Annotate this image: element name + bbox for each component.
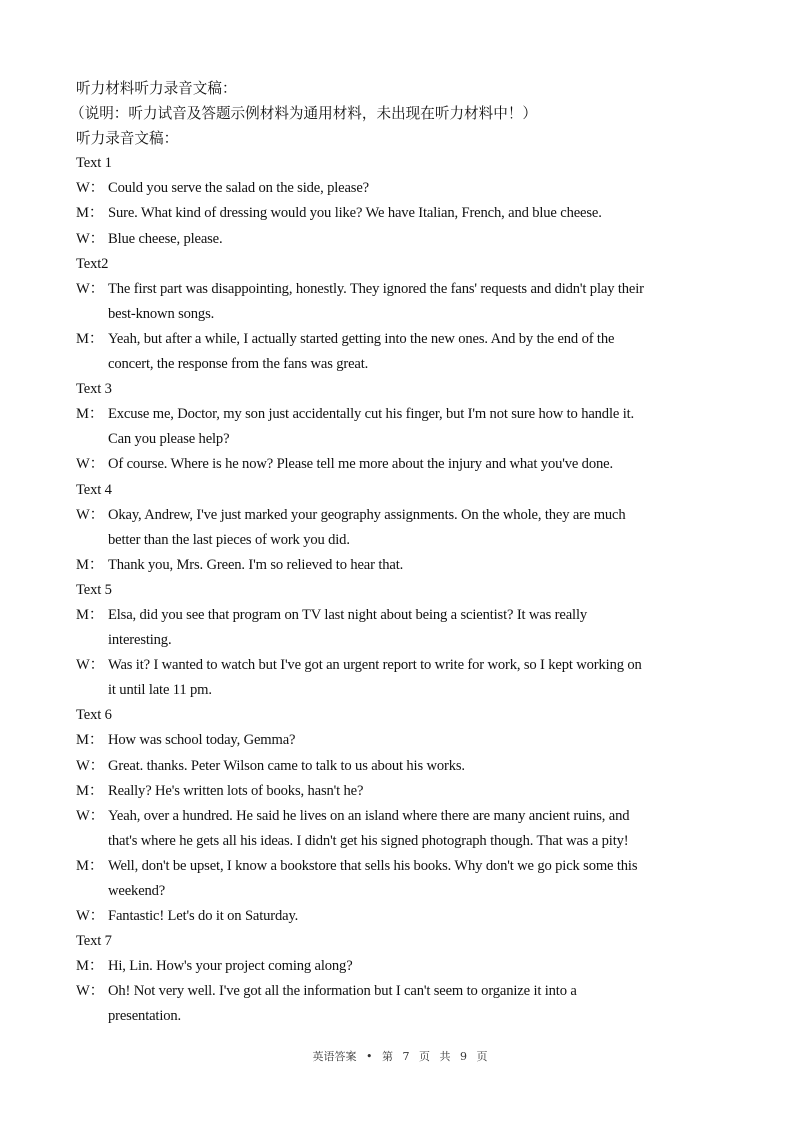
dialogue-turn: [76, 754, 726, 779]
dialogue-turn: [76, 402, 726, 452]
utterance-line: The first part was disappointing, honestly. They ignored the fans' requests and didn't play their: [108, 280, 644, 297]
dialogue-turn: [76, 176, 726, 201]
utterance-line: Yeah, but after a while, I actually started getting into the new ones. And by the end of the: [108, 330, 615, 347]
text-section-label: Text 5: [76, 581, 112, 598]
speaker-label: M：: [76, 732, 104, 749]
dialogue-turn: [76, 653, 726, 703]
speaker-label: M：: [76, 606, 104, 623]
speaker-label: W：: [76, 983, 105, 1000]
utterance-line: Oh! Not very well. I've got all the information but I can't seem to organize it into a: [108, 983, 577, 1000]
utterance-line: interesting.: [108, 632, 172, 649]
text-section-label: Text 1: [76, 155, 112, 172]
dialogue-turn: [76, 327, 726, 377]
utterance-line: Yeah, over a hundred. He said he lives on an island where there are many ancient ruins, and: [108, 807, 630, 824]
footer-total-unit: 页: [476, 1050, 488, 1063]
footer-separator: •: [366, 1050, 373, 1063]
dialogue-turn: [76, 452, 726, 477]
document-note: （说明：听力试音及答题示例材料为通用材料，未出现在听力材料中！）: [70, 105, 538, 123]
speaker-label: M：: [76, 205, 104, 222]
dialogue-turn: [76, 779, 726, 804]
utterance-line: Well, don't be upset, I know a bookstore that sells his books. Why don't we go pick some this: [108, 857, 638, 874]
dialogue-turn: [76, 728, 726, 753]
footer-subject: 英语答案: [312, 1050, 357, 1063]
utterance-line: Okay, Andrew, I've just marked your geography assignments. On the whole, they are much: [108, 506, 626, 523]
utterance-line: Fantastic! Let's do it on Saturday.: [108, 908, 299, 925]
utterance-line: Sure. What kind of dressing would you like? We have Italian, French, and blue cheese.: [108, 205, 602, 222]
dialogue-turn: [76, 277, 726, 327]
utterance-line: Excuse me, Doctor, my son just accidentally cut his finger, but I'm not sure how to handle it.: [108, 406, 634, 423]
utterance-line: Of course. Where is he now? Please tell me more about the injury and what you've done.: [108, 456, 613, 473]
dialogue-turn: [76, 979, 726, 1029]
speaker-label: W：: [76, 456, 105, 473]
text-section-label: Text 6: [76, 707, 112, 724]
dialogue-turn: [76, 954, 726, 979]
text-section-label: Text 7: [76, 933, 112, 950]
utterance-line: Can you please help?: [108, 431, 230, 448]
utterance-line: How was school today, Gemma?: [108, 732, 296, 749]
utterance-line: Really? He's written lots of books, hasn't he?: [108, 782, 364, 799]
speaker-label: W：: [76, 757, 105, 774]
utterance-line: Blue cheese, please.: [108, 230, 223, 247]
text-section-label: Text 4: [76, 481, 112, 498]
utterance-line: concert, the response from the fans was great.: [108, 356, 369, 373]
footer-page-prefix: 第: [382, 1050, 393, 1063]
utterance-line: Elsa, did you see that program on TV last night about being a scientist? It was really: [108, 606, 587, 623]
dialogue-turn: [76, 603, 726, 653]
speaker-label: M：: [76, 556, 104, 573]
dialogue-turn: [76, 227, 726, 252]
utterance-line: best-known songs.: [108, 305, 215, 322]
speaker-label: W：: [76, 807, 105, 824]
speaker-label: W：: [76, 506, 105, 523]
speaker-label: M：: [76, 958, 104, 975]
dialogue-turn: [76, 553, 726, 578]
utterance-line: Great. thanks. Peter Wilson came to talk to us about his works.: [108, 757, 465, 774]
footer-page-unit: 页: [419, 1050, 430, 1063]
footer-total-pages: 9: [460, 1050, 467, 1063]
text-section-label: Text 3: [76, 381, 112, 398]
page-footer: [0, 1048, 800, 1064]
transcript: [76, 151, 726, 1029]
utterance-line: weekend?: [108, 883, 166, 899]
speaker-label: W：: [76, 280, 105, 297]
dialogue-turn: [76, 804, 726, 854]
speaker-label: W：: [76, 908, 105, 925]
utterance-line: Could you serve the salad on the side, please?: [108, 180, 369, 197]
document-title: 听力材料听力录音文稿：: [76, 80, 237, 97]
dialogue-turn: [76, 904, 726, 929]
dialogue-turn: [76, 854, 726, 904]
utterance-line: better than the last pieces of work you did.: [108, 531, 350, 548]
document-page: [70, 76, 726, 1030]
speaker-label: W：: [76, 180, 105, 197]
utterance-line: it until late 11 pm.: [108, 682, 212, 699]
utterance-line: that's where he gets all his ideas. I didn't get his signed photograph though. That was a pity!: [108, 832, 629, 849]
utterance-line: Thank you, Mrs. Green. I'm so relieved to hear that.: [108, 556, 404, 573]
speaker-label: M：: [76, 857, 104, 874]
utterance-line: Was it? I wanted to watch but I've got an urgent report to write for work, so I kept working on: [108, 657, 642, 674]
utterance-line: presentation.: [108, 1008, 182, 1025]
speaker-label: M：: [76, 406, 104, 423]
document-subtitle: 听力录音文稿：: [76, 130, 179, 148]
speaker-label: W：: [76, 230, 105, 247]
speaker-label: M：: [76, 330, 104, 347]
dialogue-turn: [76, 201, 726, 226]
utterance-line: Hi, Lin. How's your project coming along?: [108, 958, 353, 975]
footer-total-prefix: 共: [439, 1050, 451, 1063]
speaker-label: W：: [76, 657, 105, 674]
text-section-label: Text2: [76, 255, 109, 272]
speaker-label: M：: [76, 782, 104, 799]
footer-page-number: 7: [402, 1050, 410, 1063]
dialogue-turn: [76, 503, 726, 553]
